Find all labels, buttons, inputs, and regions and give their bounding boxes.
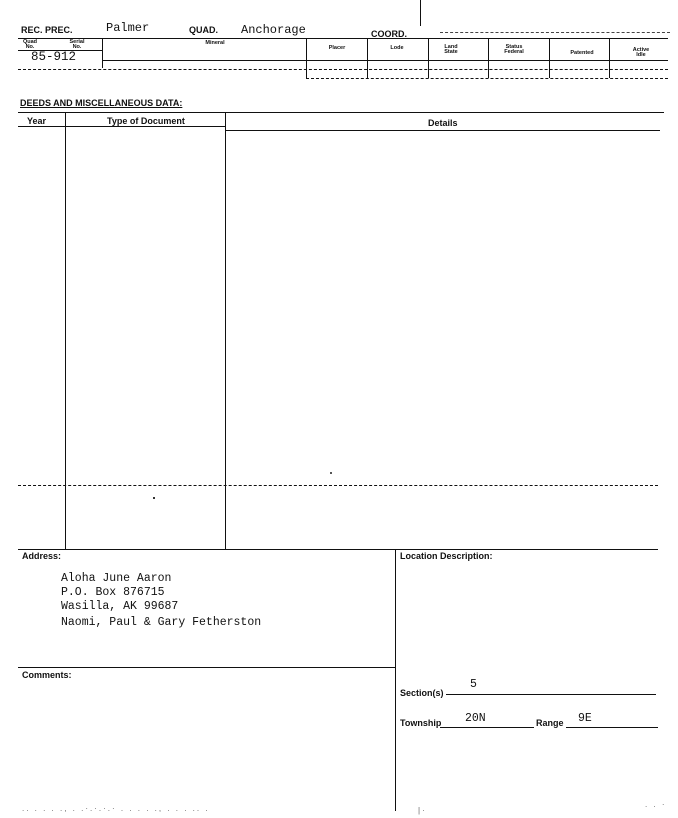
serial-no-label: Serial No. [69, 39, 85, 50]
lode-label: Lode [390, 45, 404, 51]
rec-prec-label: REC. PREC. [21, 25, 73, 35]
header-col-divider [367, 38, 368, 78]
scan-noise: . . · [645, 800, 667, 809]
placer-label: Placer [328, 45, 346, 51]
address-label: Address: [22, 551, 62, 561]
township-label: Township [400, 718, 442, 728]
quad-serial-value: 85-912 [31, 50, 77, 64]
header-col-divider [549, 38, 550, 78]
details-column-header: Details [428, 118, 458, 128]
comments-label: Comments: [22, 670, 72, 680]
deeds-top-rule [18, 112, 664, 113]
coord-label: COORD. [371, 29, 407, 39]
header-col-divider [609, 38, 610, 78]
township-value: 20N [465, 712, 486, 725]
scan-noise: .. . . . ., . .·.·.·.· . . . . ., . . . .. . [22, 804, 210, 813]
top-tick-mark [420, 0, 421, 26]
speck [153, 497, 155, 499]
header-col-divider [488, 38, 489, 78]
scan-noise: |· [418, 806, 427, 815]
address-line-2: P.O. Box 876715 [61, 586, 165, 599]
header-sub-rule [102, 60, 668, 61]
active-idle-label: Active Idle [632, 47, 650, 58]
status-federal-label: Status Federal [504, 44, 524, 55]
land-state-label: Land State [444, 44, 458, 55]
township-line [440, 727, 534, 728]
address-line-3: Wasilla, AK 99687 [61, 600, 179, 613]
header-dashed-rule [18, 69, 668, 70]
deeds-section-title: DEEDS AND MISCELLANEOUS DATA: [20, 98, 183, 108]
rec-prec-value: Palmer [106, 21, 150, 35]
range-value: 9E [578, 712, 592, 725]
mineral-label: Mineral [205, 40, 225, 46]
year-column-header: Year [27, 116, 47, 126]
deeds-header-rule [226, 130, 660, 131]
address-line-4: Naomi, Paul & Gary Fetherston [61, 616, 262, 629]
type-column-header: Type of Document [107, 116, 185, 126]
deeds-dashed-rule [18, 485, 658, 486]
quad-label: QUAD. [189, 25, 218, 35]
range-line [566, 727, 658, 728]
header-rule [18, 38, 668, 39]
deeds-bottom-rule [18, 549, 658, 550]
quad-value: Anchorage [241, 23, 306, 37]
address-line-1: Aloha June Aaron [61, 572, 172, 585]
coord-dashed-line [440, 32, 670, 33]
patented-label: Patented [570, 50, 594, 56]
location-description-label: Location Description: [400, 551, 493, 561]
header-dashed-rule [306, 78, 668, 79]
section-label: Section(s) [400, 688, 444, 698]
deeds-header-rule [18, 126, 226, 127]
comments-top-rule [18, 667, 395, 668]
section-value: 5 [470, 678, 477, 691]
speck [330, 472, 332, 474]
header-col-divider [102, 38, 103, 68]
range-label: Range [536, 718, 564, 728]
header-col-divider [428, 38, 429, 78]
deeds-col-divider [65, 112, 66, 549]
header-col-divider [306, 38, 307, 78]
quad-no-label: Quad No. [22, 39, 38, 50]
section-line [446, 694, 656, 695]
location-divider [395, 549, 396, 811]
deeds-col-divider [225, 112, 226, 549]
